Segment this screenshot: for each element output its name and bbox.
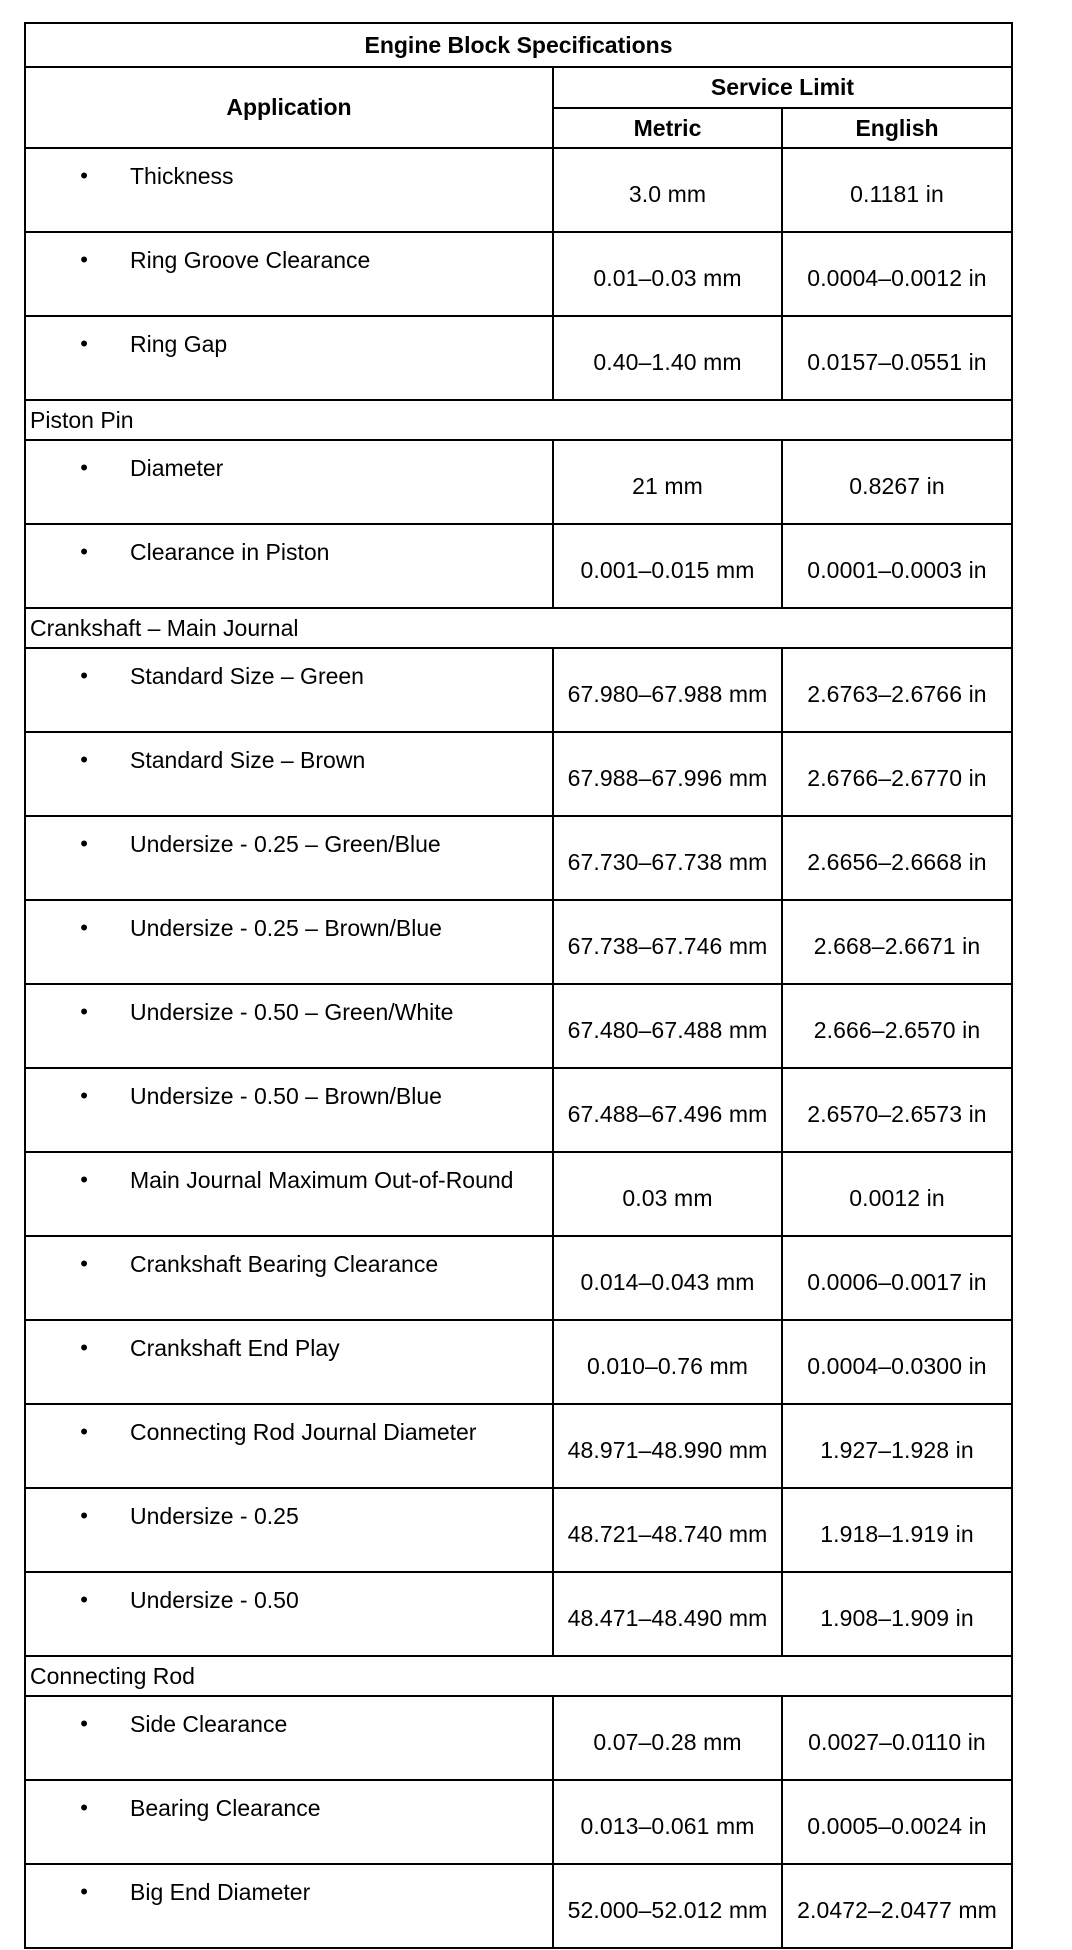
application-header: Application (25, 67, 553, 148)
table-row (25, 1404, 1012, 1488)
table-row (25, 1696, 1012, 1780)
bullet-icon: • (80, 831, 88, 856)
english-value: 2.6766–2.6770 in (782, 732, 1012, 816)
table-row (25, 1320, 1012, 1404)
application-label: Thickness (130, 163, 234, 189)
metric-value: 0.03 mm (553, 1152, 782, 1236)
metric-value: 48.471–48.490 mm (553, 1572, 782, 1656)
metric-header: Metric (553, 108, 782, 148)
metric-value: 3.0 mm (553, 148, 782, 232)
english-value: 0.0004–0.0300 in (782, 1320, 1012, 1404)
table-row (25, 900, 1012, 984)
metric-value: 67.980–67.988 mm (553, 648, 782, 732)
application-label: Bearing Clearance (130, 1795, 321, 1821)
english-value: 0.0005–0.0024 in (782, 1780, 1012, 1864)
application-cell (25, 816, 553, 900)
metric-value: 0.40–1.40 mm (553, 316, 782, 400)
bullet-icon: • (80, 663, 88, 688)
english-value: 0.0004–0.0012 in (782, 232, 1012, 316)
application-cell (25, 232, 553, 316)
application-cell (25, 648, 553, 732)
table-row (25, 816, 1012, 900)
section-row (25, 400, 1012, 440)
english-value: 0.1181 in (782, 148, 1012, 232)
application-cell (25, 1780, 553, 1864)
table-row (25, 440, 1012, 524)
bullet-icon: • (80, 1083, 88, 1108)
application-label: Main Journal Maximum Out-of-Round (130, 1167, 514, 1193)
bullet-icon: • (80, 915, 88, 940)
application-cell (25, 316, 553, 400)
application-label: Crankshaft Bearing Clearance (130, 1251, 439, 1277)
bullet-icon: • (80, 1503, 88, 1528)
english-value: 2.668–2.6671 in (782, 900, 1012, 984)
table-row (25, 232, 1012, 316)
english-value: 2.6570–2.6573 in (782, 1068, 1012, 1152)
bullet-icon: • (80, 1711, 88, 1736)
application-cell (25, 524, 553, 608)
application-label: Side Clearance (130, 1711, 288, 1737)
table-row (25, 1780, 1012, 1864)
spec-table-body (25, 148, 1012, 1948)
english-value: 0.0006–0.0017 in (782, 1236, 1012, 1320)
table-row (25, 524, 1012, 608)
metric-value: 48.721–48.740 mm (553, 1488, 782, 1572)
table-row (25, 1068, 1012, 1152)
english-value: 2.0472–2.0477 mm (782, 1864, 1012, 1948)
english-value: 1.918–1.919 in (782, 1488, 1012, 1572)
bullet-icon: • (80, 1587, 88, 1612)
application-cell (25, 984, 553, 1068)
metric-value: 67.730–67.738 mm (553, 816, 782, 900)
application-cell (25, 1864, 553, 1948)
application-label: Ring Gap (130, 331, 228, 357)
application-label: Connecting Rod Journal Diameter (130, 1419, 477, 1445)
metric-value: 67.738–67.746 mm (553, 900, 782, 984)
application-label: Undersize - 0.50 (130, 1587, 299, 1613)
metric-value: 0.014–0.043 mm (553, 1236, 782, 1320)
table-row (25, 1488, 1012, 1572)
service-limit-header: Service Limit (553, 67, 1012, 108)
application-cell (25, 1572, 553, 1656)
metric-value: 67.480–67.488 mm (553, 984, 782, 1068)
application-cell (25, 732, 553, 816)
application-label: Undersize - 0.50 – Green/White (130, 999, 454, 1025)
table-row (25, 648, 1012, 732)
metric-value: 67.988–67.996 mm (553, 732, 782, 816)
application-label: Undersize - 0.50 – Brown/Blue (130, 1083, 442, 1109)
bullet-icon: • (80, 163, 88, 188)
english-value: 0.0027–0.0110 in (782, 1696, 1012, 1780)
section-heading: Crankshaft – Main Journal (25, 608, 1012, 648)
section-heading: Connecting Rod (25, 1656, 1012, 1696)
english-value: 2.666–2.6570 in (782, 984, 1012, 1068)
table-title: Engine Block Specifications (25, 23, 1012, 67)
table-row (25, 732, 1012, 816)
bullet-icon: • (80, 1335, 88, 1360)
english-value: 2.6763–2.6766 in (782, 648, 1012, 732)
english-value: 0.0012 in (782, 1152, 1012, 1236)
metric-value: 67.488–67.496 mm (553, 1068, 782, 1152)
metric-value: 48.971–48.990 mm (553, 1404, 782, 1488)
application-cell (25, 1404, 553, 1488)
bullet-icon: • (80, 539, 88, 564)
section-heading: Piston Pin (25, 400, 1012, 440)
english-header: English (782, 108, 1012, 148)
bullet-icon: • (80, 747, 88, 772)
application-cell (25, 148, 553, 232)
bullet-icon: • (80, 247, 88, 272)
table-row (25, 1864, 1012, 1948)
section-row (25, 608, 1012, 648)
application-label: Standard Size – Green (130, 663, 364, 689)
english-value: 1.908–1.909 in (782, 1572, 1012, 1656)
metric-value: 52.000–52.012 mm (553, 1864, 782, 1948)
bullet-icon: • (80, 1795, 88, 1820)
application-label: Big End Diameter (130, 1879, 311, 1905)
application-cell (25, 1696, 553, 1780)
application-cell (25, 1152, 553, 1236)
application-label: Standard Size – Brown (130, 747, 366, 773)
application-cell (25, 1068, 553, 1152)
metric-value: 0.013–0.061 mm (553, 1780, 782, 1864)
english-value: 0.0001–0.0003 in (782, 524, 1012, 608)
bullet-icon: • (80, 1251, 88, 1276)
table-row (25, 316, 1012, 400)
table-row (25, 1236, 1012, 1320)
application-label: Ring Groove Clearance (130, 247, 371, 273)
application-cell (25, 1488, 553, 1572)
english-value: 1.927–1.928 in (782, 1404, 1012, 1488)
english-value: 0.0157–0.0551 in (782, 316, 1012, 400)
metric-value: 0.07–0.28 mm (553, 1696, 782, 1780)
bullet-icon: • (80, 1419, 88, 1444)
application-label: Undersize - 0.25 (130, 1503, 299, 1529)
metric-value: 0.001–0.015 mm (553, 524, 782, 608)
bullet-icon: • (80, 1167, 88, 1192)
table-row (25, 984, 1012, 1068)
bullet-icon: • (80, 1879, 88, 1904)
table-row (25, 1572, 1012, 1656)
application-label: Crankshaft End Play (130, 1335, 340, 1361)
metric-value: 0.01–0.03 mm (553, 232, 782, 316)
application-cell (25, 900, 553, 984)
metric-value: 0.010–0.76 mm (553, 1320, 782, 1404)
application-label: Diameter (130, 455, 224, 481)
application-cell (25, 440, 553, 524)
section-row (25, 1656, 1012, 1696)
english-value: 2.6656–2.6668 in (782, 816, 1012, 900)
table-row (25, 1152, 1012, 1236)
bullet-icon: • (80, 455, 88, 480)
bullet-icon: • (80, 331, 88, 356)
application-cell (25, 1236, 553, 1320)
engine-block-spec-table (24, 22, 1013, 1949)
table-row (25, 148, 1012, 232)
application-label: Clearance in Piston (130, 539, 330, 565)
english-value: 0.8267 in (782, 440, 1012, 524)
application-label: Undersize - 0.25 – Brown/Blue (130, 915, 442, 941)
metric-value: 21 mm (553, 440, 782, 524)
application-cell (25, 1320, 553, 1404)
bullet-icon: • (80, 999, 88, 1024)
application-label: Undersize - 0.25 – Green/Blue (130, 831, 441, 857)
